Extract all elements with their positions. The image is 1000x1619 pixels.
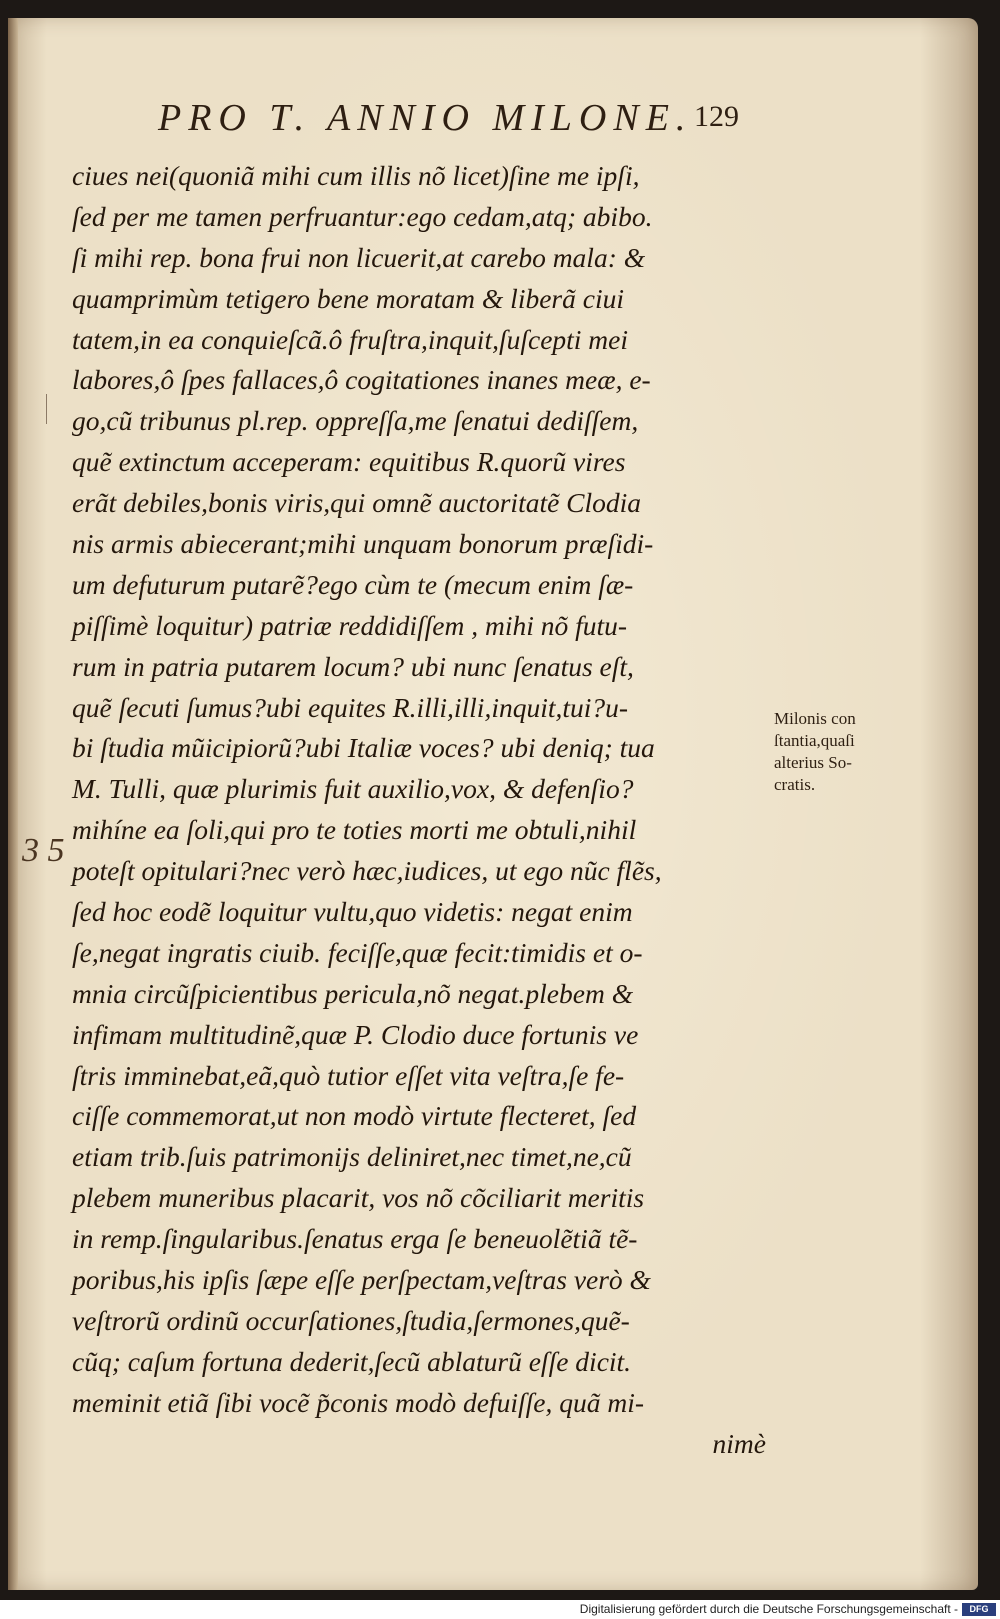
text-line: ciſſe commemorat,ut non modò virtute flecteret, ſed [72, 1100, 637, 1132]
text-block [72, 156, 772, 1465]
running-head: PRO T. ANNIO MILONE. [158, 97, 693, 139]
text-line: ſed per me tamen perfruantur:ego cedam,atq; abibo. [72, 200, 653, 232]
text-line: mnia circũſpicientibus pericula,nõ negat.plebem & [72, 977, 634, 1009]
text-line: poteſt opitulari?nec verò hæc,iudices, ut ego nũc flẽs, [72, 855, 662, 887]
funding-credit: Digitalisierung gefördert durch die Deutsche Forschungsgemeinschaft - [579, 1602, 958, 1616]
marginal-note-line: cratis. [774, 775, 816, 794]
text-line: rum in patria putarem locum? ubi nunc ſenatus eſt, [72, 650, 634, 682]
text-line: ſi mihi rep. bona frui non licuerit,at carebo mala: & [72, 241, 646, 273]
handwritten-margin-mark: 3 5 [22, 832, 65, 869]
text-line: mihíne ea ſoli,qui pro te toties morti me obtuli,nihil [72, 814, 637, 846]
text-line: M. Tulli, quæ plurimis fuit auxilio,vox, & defenſio? [72, 773, 634, 805]
text-line: ciues nei(quoniã mihi cum illis nõ licet)ſine me ipſi, [72, 160, 640, 191]
text-line: infimam multitudinẽ,quæ P. Clodio duce fortunis ve [72, 1018, 639, 1050]
page-gutter-edge [8, 18, 18, 1590]
text-line: labores,ô ſpes fallaces,ô cogitationes inanes meæ, e- [72, 364, 651, 396]
text-line: um defuturum putarẽ?ego cùm te (mecum enim ſæ- [72, 568, 634, 600]
text-line: veſtrorũ ordinũ occurſationes,ſtudia,ſermones,quẽ- [72, 1304, 630, 1336]
text-line: go,cũ tribunus pl.rep. oppreſſa,me ſenatui dediſſem, [72, 405, 639, 437]
text-line: meminit etiã ſibi vocẽ p̃conis modò defuiſſe, quã mi- [72, 1386, 645, 1418]
digitization-footer [0, 1600, 1000, 1619]
text-line: poribus,his ipſis ſæpe eſſe perſpectam,veſtras verò & [72, 1264, 651, 1296]
text-line: quẽ ſecuti ſumus?ubi equites R.illi,illi,inquit,tui?u- [72, 691, 629, 723]
text-line: bi ſtudia mũicipiorũ?ubi Italiæ voces? ubi deniq; tua [72, 732, 655, 764]
dfg-logo: DFG [962, 1603, 996, 1616]
text-line: etiam trib.ſuis patrimonijs deliniret,nec timet,ne,cũ [72, 1141, 632, 1173]
text-line: tatem,in ea conquieſcã.ô fruſtra,inquit,ſuſcepti mei [72, 323, 629, 355]
marginal-note-line: alterius So- [774, 753, 852, 772]
pencil-mark [46, 394, 47, 424]
text-line: quẽ extinctum acceperam: equitibus R.quorũ vires [72, 446, 626, 478]
book-page [8, 18, 978, 1590]
text-line: plebem muneribus placarit, vos nõ cõciliarit meritis [72, 1182, 645, 1214]
marginal-note [774, 708, 894, 796]
text-line: ſtris imminebat,eã,quò tutior eſſet vita veſtra,ſe fe- [72, 1059, 625, 1091]
text-line: in remp.ſingularibus.ſenatus erga ſe beneuolẽtiã tẽ- [72, 1223, 638, 1255]
text-line: ſe,negat ingratis ciuib. feciſſe,quæ fecit:timidis et o- [72, 936, 643, 968]
page-number: 129 [694, 100, 739, 133]
text-line: quamprimùm tetigero bene moratam & liberã ciui [72, 282, 624, 314]
marginal-note-line: ſtantia,quaſi [774, 731, 855, 750]
marginal-note-line: Milonis con [774, 709, 856, 728]
text-line: cũq; caſum fortuna dederit,ſecũ ablaturũ eſſe dicit. [72, 1345, 632, 1377]
text-line: ſed hoc eodẽ loquitur vultu,quo videtis: negat enim [72, 896, 633, 928]
catchword: nimè [712, 1427, 766, 1459]
text-line: erãt debiles,bonis viris,qui omnẽ auctoritatẽ Clodia [72, 487, 642, 519]
text-line: nis armis abiecerant;mihi unquam bonorum præſidi- [72, 528, 654, 560]
text-line: piſſimè loquitur) patriæ reddidiſſem , mihi nõ futu- [72, 609, 628, 641]
